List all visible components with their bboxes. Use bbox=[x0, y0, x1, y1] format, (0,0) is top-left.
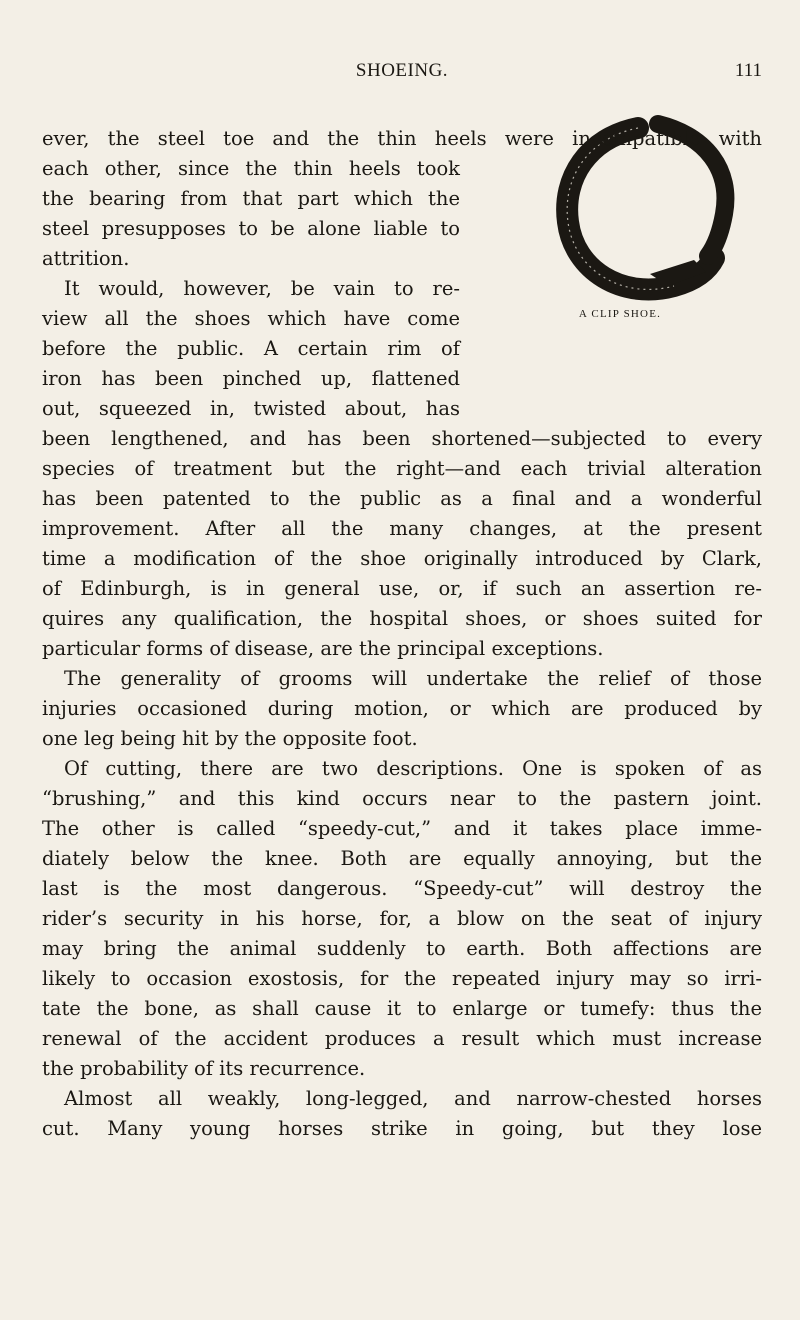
text-line: Of cutting, there are two descriptions. One is spoken of as bbox=[64, 757, 762, 780]
text-line: of Edinburgh, is in general use, or, if such an assertion re- bbox=[42, 577, 762, 600]
text-line: The generality of grooms will undertake the relief of those bbox=[64, 667, 762, 690]
text-line: particular forms of disease, are the principal exceptions. bbox=[42, 637, 604, 660]
text-line: steel presupposes to be alone liable to bbox=[42, 217, 460, 240]
text-line: injuries occasioned during motion, or which are produced by bbox=[42, 697, 762, 720]
text-line: view all the shoes which have come bbox=[42, 307, 460, 330]
text-line: ever, the steel toe and the thin heels were incompatible with bbox=[42, 127, 762, 150]
text-line: the probability of its recurrence. bbox=[42, 1057, 366, 1080]
text-line: renewal of the accident produces a result which must increase bbox=[42, 1027, 762, 1050]
page-number: 111 bbox=[734, 60, 762, 81]
text-line: quires any qualification, the hospital shoes, or shoes suited for bbox=[42, 607, 762, 630]
page-header bbox=[42, 60, 762, 90]
running-title: SHOEING. bbox=[355, 60, 449, 81]
figure-caption: A CLIP SHOE. bbox=[578, 308, 662, 320]
text-line: last is the most dangerous. “Speedy-cut” will destroy the bbox=[42, 877, 762, 900]
text-line: “brushing,” and this kind occurs near to the pastern joint. bbox=[42, 787, 762, 810]
text-line: It would, however, be vain to re- bbox=[64, 277, 460, 300]
text-line: attrition. bbox=[42, 247, 130, 270]
text-line: cut. Many young horses strike in going, but they lose bbox=[42, 1117, 762, 1140]
text-line: out, squeezed in, twisted about, has bbox=[42, 397, 460, 420]
text-line: has been patented to the public as a final and a wonderful bbox=[42, 487, 762, 510]
text-line: improvement. After all the many changes, at the present bbox=[42, 517, 762, 540]
text-line: may bring the animal suddenly to earth. Both affections are bbox=[42, 937, 762, 960]
text-line: likely to occasion exostosis, for the repeated injury may so irri- bbox=[42, 967, 762, 990]
text-line: one leg being hit by the opposite foot. bbox=[42, 727, 418, 750]
text-line: The other is called “speedy-cut,” and it takes place imme- bbox=[42, 817, 762, 840]
text-line: iron has been pinched up, flattened bbox=[42, 367, 460, 390]
text-line: before the public. A certain rim of bbox=[42, 337, 460, 360]
text-line: been lengthened, and has been shortened—subjected to every bbox=[42, 427, 762, 450]
text-line: time a modification of the shoe originally introduced by Clark, bbox=[42, 547, 762, 570]
text-line: species of treatment but the right—and each trivial alteration bbox=[42, 457, 762, 480]
text-line: diately below the knee. Both are equally annoying, but the bbox=[42, 847, 762, 870]
text-line: the bearing from that part which the bbox=[42, 187, 460, 210]
text-line: tate the bone, as shall cause it to enlarge or tumefy: thus the bbox=[42, 997, 762, 1020]
text-line: rider’s security in his horse, for, a blow on the seat of injury bbox=[42, 907, 762, 930]
text-line: each other, since the thin heels took bbox=[42, 157, 460, 180]
text-line: Almost all weakly, long-legged, and narrow-chested horses bbox=[64, 1087, 762, 1110]
